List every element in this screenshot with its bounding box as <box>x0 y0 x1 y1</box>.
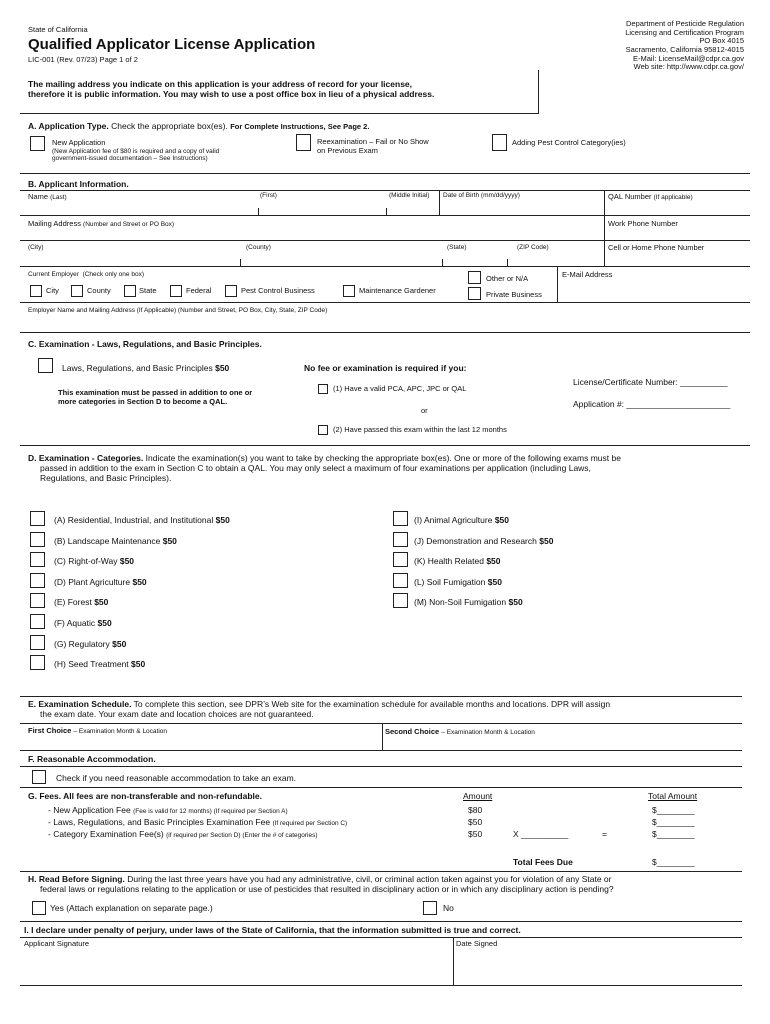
employer-county-label: County <box>87 286 111 295</box>
fee-total-category-exam[interactable]: $________ <box>652 829 695 839</box>
form-id: LIC-001 (Rev. 07/23) Page 1 of 2 <box>28 55 138 64</box>
intro-line: Indicate the examination(s) you want to take by checking the appropriate box(es). One or more of the following exams must be <box>145 453 621 463</box>
fee-row-category-exam <box>48 829 318 839</box>
mailing-address-field[interactable] <box>28 227 600 240</box>
employer-name-address-field[interactable] <box>28 316 748 330</box>
employer-private-label: Private Business <box>486 290 542 299</box>
passed-exam-label: (2) Have passed this exam within the last 12 months <box>333 425 507 434</box>
section-b-heading: B. Applicant Information. <box>28 179 129 189</box>
mailing-note: (Number and Street or PO Box) <box>83 221 175 228</box>
section-a-instruction: Check the appropriate box(es). <box>111 121 228 131</box>
new-application-note <box>52 148 219 163</box>
qal-text: QAL Number <box>608 192 652 201</box>
category-code: (J) <box>414 535 424 546</box>
category-fee: $50 <box>131 659 146 670</box>
category-code: (F) <box>54 618 65 628</box>
application-number: Application #: ______________________ <box>573 399 731 409</box>
category-code: (C) <box>54 556 66 567</box>
first-choice-field[interactable] <box>28 736 378 748</box>
section-a-instruction-bold: For Complete Instructions, See Page 2. <box>230 122 370 131</box>
category-code: (B) <box>54 535 66 546</box>
category-right-3-checkbox[interactable] <box>393 573 408 588</box>
fee-note: (Fee is valid for 12 months) (If required per Section A) <box>133 808 288 815</box>
category-right-1-label <box>414 536 553 546</box>
new-application-checkbox[interactable] <box>30 136 45 151</box>
category-code: (G) <box>54 638 67 649</box>
section-h-intro <box>28 875 748 895</box>
no-fee-heading: No fee or examination is required if you: <box>304 363 467 373</box>
category-fee: $50 <box>539 535 554 546</box>
category-right-4-checkbox[interactable] <box>393 593 408 608</box>
category-fee: $50 <box>94 597 109 608</box>
total-fees-due-label: Total Fees Due <box>513 857 573 867</box>
agency-line: Web site: http://www.cdpr.ca.gov/ <box>633 62 744 72</box>
note-line: government-issued documentation – See Instructions) <box>52 155 208 163</box>
amount-header: Amount <box>463 791 493 801</box>
category-left-2-label <box>54 556 134 566</box>
employer-text: Current Employer <box>28 271 79 278</box>
intro-line: federal laws or regulations relating to the application or use of pesticides that resulted in disciplinary action or in which any disciplinary action is pending? <box>40 883 614 894</box>
section-h-heading: H. Read Before Signing. <box>28 874 125 884</box>
category-fee: $50 <box>132 576 147 587</box>
category-right-1-checkbox[interactable] <box>393 532 408 547</box>
category-fee: $50 <box>215 515 230 525</box>
category-name: Landscape Maintenance <box>67 535 161 546</box>
category-name: Seed Treatment <box>68 659 129 670</box>
category-name: Aquatic <box>66 618 96 628</box>
category-fee: $50 <box>508 597 523 608</box>
section-a-heading <box>28 121 369 131</box>
state-hint: (State) <box>447 244 467 251</box>
employer-city-checkbox[interactable] <box>30 285 42 297</box>
section-a-title: A. Application Type. <box>28 121 109 131</box>
label-line: on Previous Exam <box>317 145 378 155</box>
section-f-heading: F. Reasonable Accommodation. <box>28 754 156 764</box>
section-c-heading: C. Examination - Laws, Regulations, and Basic Principles. <box>28 339 262 349</box>
disciplinary-yes-checkbox[interactable] <box>32 901 46 915</box>
category-left-6-checkbox[interactable] <box>30 635 45 650</box>
applicant-signature-field[interactable] <box>24 950 450 982</box>
page-title: Qualified Applicator License Application <box>28 36 316 53</box>
first-name-hint: (First) <box>260 192 277 199</box>
qal-number-field[interactable] <box>608 200 748 215</box>
employer-private-checkbox[interactable] <box>468 287 481 300</box>
fee-amount-laws-exam: $50 <box>468 817 483 827</box>
category-left-2-checkbox[interactable] <box>30 552 45 567</box>
employer-county-checkbox[interactable] <box>71 285 83 297</box>
employer-state-label: State <box>139 286 157 295</box>
employer-pest-control-label: Pest Control Business <box>241 286 315 295</box>
reexamination-label <box>317 138 429 155</box>
first-choice-note: – Examination Month & Location <box>73 728 168 735</box>
mailing-text: Mailing Address <box>28 219 81 228</box>
category-fee: $50 <box>119 556 135 567</box>
laws-must-pass-note <box>58 389 252 406</box>
category-right-0-checkbox[interactable] <box>393 511 408 526</box>
employer-state-checkbox[interactable] <box>124 285 136 297</box>
category-left-0-checkbox[interactable] <box>30 511 45 526</box>
fee-row-new-application <box>48 805 288 815</box>
employer-note: (Check only one box) <box>82 271 144 278</box>
category-code: (I) <box>414 515 423 525</box>
label-line: Reexamination – Fail or No Show <box>317 137 429 146</box>
license-certificate-number: License/Certificate Number: __________ <box>573 377 728 387</box>
category-left-7-checkbox[interactable] <box>30 655 45 670</box>
category-right-2-checkbox[interactable] <box>393 552 408 567</box>
employer-other-checkbox[interactable] <box>468 271 481 284</box>
category-left-1-label <box>54 536 177 546</box>
disciplinary-yes-label: Yes (Attach explanation on separate page.) <box>50 903 213 913</box>
category-code: (H) <box>54 659 66 670</box>
laws-regulations-label <box>62 363 229 373</box>
total-amount-header: Total Amount <box>648 791 698 801</box>
note-line: This examination must be passed in addition to one or <box>58 388 253 397</box>
new-application-label: New Application <box>52 138 106 147</box>
first-choice-text: First Choice <box>28 726 72 735</box>
employer-pest-control-checkbox[interactable] <box>225 285 237 297</box>
category-left-4-checkbox[interactable] <box>30 593 45 608</box>
category-fee: $50 <box>162 535 177 546</box>
category-code: (E) <box>54 597 66 608</box>
category-right-3-label <box>414 577 502 587</box>
category-left-7-label <box>54 659 145 669</box>
accommodation-checkbox[interactable] <box>32 770 46 784</box>
applicant-signature-label: Applicant Signature <box>24 939 90 948</box>
employer-federal-label: Federal <box>186 286 212 295</box>
employer-other-label: Other or N/A <box>486 274 529 283</box>
category-left-5-checkbox[interactable] <box>30 614 45 629</box>
agency-line: PO Box 4015 <box>699 36 744 46</box>
fee-label: - Category Examination Fee(s) <box>48 829 164 839</box>
category-fee: $50 <box>97 618 112 628</box>
category-name: Animal Agriculture <box>423 515 493 525</box>
name-text: Name <box>28 192 49 201</box>
note-line: (New Application fee of $80 is required and a copy of valid <box>52 148 220 155</box>
fee-note: (if required per Section D) (Enter the # of categories) <box>166 832 318 839</box>
category-left-3-checkbox[interactable] <box>30 573 45 588</box>
section-d-intro <box>28 454 748 483</box>
employer-name-address-label: Employer Name and Mailing Address (If Applicable) (Number and Street, PO Box, City, State, ZIP Code) <box>28 307 328 314</box>
intro-line: the exam date. Your exam date and location choices are not guaranteed. <box>40 708 314 719</box>
second-choice-note: – Examination Month & Location <box>441 729 535 736</box>
category-right-4-label <box>414 597 523 607</box>
notice-line: therefore it is public information. You may wish to use a post office box in lieu of a physical address. <box>28 88 435 99</box>
email-label: E-Mail Address <box>562 270 613 279</box>
cell-phone-label: Cell or Home Phone Number <box>608 243 705 252</box>
category-left-3-label <box>54 577 147 587</box>
category-name: Non-Soil Fumigation <box>429 597 507 608</box>
category-fee: $50 <box>112 638 127 649</box>
adding-category-label: Adding Pest Control Category(ies) <box>512 138 626 147</box>
category-right-2-label <box>414 556 501 566</box>
name-field[interactable] <box>28 200 436 215</box>
laws-text: Laws, Regulations, and Basic Principles <box>62 363 213 373</box>
county-hint: (County) <box>246 244 271 251</box>
fee-total-new-application[interactable]: $________ <box>652 805 695 815</box>
laws-regulations-checkbox[interactable] <box>38 358 53 373</box>
second-choice-text: Second Choice <box>385 727 440 736</box>
agency-line: E-Mail: LicenseMail@cdpr.ca.gov <box>633 53 744 63</box>
middle-initial-hint: (Middle Initial) <box>389 192 430 199</box>
section-d-heading: D. Examination - Categories. <box>28 453 144 463</box>
cell-phone-field[interactable] <box>608 252 748 265</box>
category-right-0-label <box>414 515 509 525</box>
disciplinary-no-checkbox[interactable] <box>423 901 437 915</box>
category-fee: $50 <box>486 556 501 567</box>
work-phone-label: Work Phone Number <box>608 219 678 228</box>
agency-line: Licensing and Certification Program <box>625 27 744 37</box>
first-choice-label <box>28 726 167 735</box>
category-name: Health Related <box>427 556 484 567</box>
date-signed-field[interactable] <box>456 950 740 982</box>
date-signed-label: Date Signed <box>456 939 498 948</box>
category-left-6-label <box>54 639 126 649</box>
city-county-state-zip-field[interactable] <box>28 252 600 265</box>
category-name: Soil Fumigation <box>426 576 486 587</box>
section-g-heading: G. Fees. All fees are non-transferable and non-refundable. <box>28 791 262 801</box>
fee-amount-category-exam: $50 <box>468 829 483 839</box>
employer-federal-checkbox[interactable] <box>170 285 182 297</box>
agency-line: Department of Pesticide Regulation <box>626 19 744 28</box>
second-choice-label <box>385 727 535 736</box>
dob-field[interactable] <box>443 200 601 215</box>
intro-line: passed in addition to the exam in Section C to obtain a QAL. You may only select a maximum of four examinations per application (including Laws, <box>40 462 591 473</box>
employer-city-label: City <box>46 286 59 295</box>
work-phone-field[interactable] <box>608 227 748 240</box>
category-name: Plant Agriculture <box>68 576 131 587</box>
address-notice <box>28 80 434 100</box>
section-e-intro <box>28 700 748 720</box>
category-code: (D) <box>54 576 66 587</box>
fee-note: (If required per Section C) <box>272 820 348 827</box>
category-code: (L) <box>414 576 425 587</box>
category-name: Right-of-Way <box>68 556 118 567</box>
note-line: more categories in Section D to become a QAL. <box>58 396 228 406</box>
category-name: Forest <box>67 597 92 608</box>
section-i-declaration: I. I declare under penalty of perjury, under laws of the State of California, that the information submitted is true and correct. <box>24 925 521 935</box>
adding-category-checkbox[interactable] <box>492 134 507 151</box>
or-label: or <box>421 406 428 415</box>
notice-line: The mailing address you indicate on this application is your address of record for your license, <box>28 79 413 89</box>
email-field[interactable] <box>562 281 748 300</box>
second-choice-field[interactable] <box>386 736 742 748</box>
fee-label: - Laws, Regulations, and Basic Principles Examination Fee <box>48 817 271 827</box>
category-left-4-label <box>54 597 108 607</box>
category-code: (M) <box>414 597 427 608</box>
valid-license-checkbox[interactable] <box>318 384 328 394</box>
valid-license-label: (1) Have a valid PCA, APC, JPC or QAL <box>333 384 467 393</box>
fee-row-laws-exam <box>48 817 347 827</box>
category-fee: $50 <box>487 576 502 587</box>
category-code: (K) <box>414 556 426 567</box>
disciplinary-no-label: No <box>443 903 454 913</box>
reexamination-checkbox[interactable] <box>296 134 311 151</box>
category-left-5-label <box>54 618 112 628</box>
category-count-field[interactable]: X __________ <box>513 829 569 839</box>
category-code: (A) <box>54 515 66 525</box>
fee-label: - New Application Fee <box>48 805 131 815</box>
agency-block <box>524 20 744 72</box>
employer-maintenance-gardener-label: Maintenance Gardener <box>359 286 436 295</box>
category-left-0-label <box>54 515 230 525</box>
laws-fee: $50 <box>215 363 230 373</box>
qal-note: (If applicable) <box>653 194 693 201</box>
state-label: State of California <box>28 25 88 34</box>
intro-line: To complete this section, see DPR’s Web site for the examination schedule for available months and locations. DPR will assign <box>133 699 611 709</box>
accommodation-label: Check if you need reasonable accommodation to take an exam. <box>56 773 297 783</box>
intro-line: During the last three years have you had any administrative, civil, or criminal action taken against you for violation of any State or <box>127 874 612 884</box>
fee-total-laws-exam[interactable]: $________ <box>652 817 695 827</box>
agency-line: Sacramento, California 95812-4015 <box>625 44 744 54</box>
passed-exam-checkbox[interactable] <box>318 425 328 435</box>
category-left-1-checkbox[interactable] <box>30 532 45 547</box>
employer-maintenance-gardener-checkbox[interactable] <box>343 285 355 297</box>
category-name: Regulatory <box>68 638 110 649</box>
city-hint: (City) <box>28 244 44 251</box>
current-employer-label <box>28 271 144 278</box>
category-name: Demonstration and Research <box>426 535 537 546</box>
dob-label: Date of Birth (mm/dd/yyyy) <box>443 192 520 199</box>
intro-line: Regulations, and Basic Principles). <box>40 472 172 483</box>
category-name: Residential, Industrial, and Institutional <box>67 515 214 525</box>
section-e-heading: E. Examination Schedule. <box>28 699 132 709</box>
total-fees-due-field[interactable]: $________ <box>652 857 695 867</box>
last-name-hint: (Last) <box>50 194 67 201</box>
equals-sign: = <box>602 829 607 839</box>
zip-hint: (ZIP Code) <box>517 244 549 251</box>
fee-amount-new-application: $80 <box>468 805 483 815</box>
category-fee: $50 <box>494 515 510 525</box>
